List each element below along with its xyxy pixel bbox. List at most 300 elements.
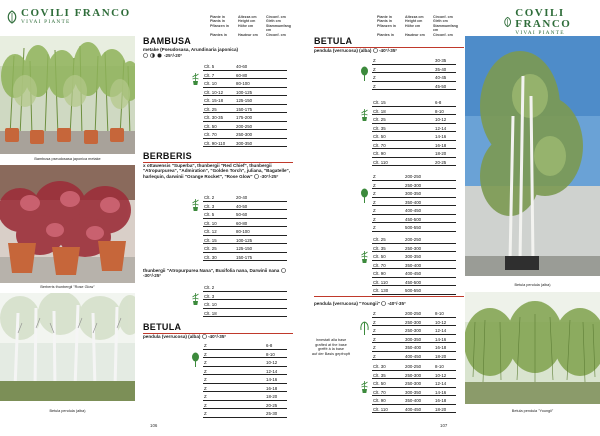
table-cell: Clt. 30 (203, 252, 235, 261)
table-cell: Clt. 50 (372, 379, 404, 388)
table-cell (434, 269, 456, 278)
table-cell (434, 180, 456, 189)
table-cell: Clt. 25 (372, 115, 404, 124)
table-cell (434, 189, 456, 198)
potted-plant-icon (360, 250, 369, 264)
table-cell (235, 366, 265, 375)
sun-icon (381, 301, 386, 306)
shade-icon (157, 53, 162, 58)
table-row (203, 383, 287, 392)
table-cell: Clt. 18 (372, 106, 404, 115)
table-row (203, 400, 287, 409)
table-cell (404, 115, 434, 124)
table-cell: 18-20 (434, 404, 456, 413)
table-cell: Z (372, 317, 404, 326)
table-berberis (203, 193, 287, 261)
table-cell (265, 308, 287, 317)
table-cell (265, 121, 287, 130)
table-cell: 12-14 (434, 123, 456, 132)
table-cell: Z (372, 81, 404, 90)
table-row (203, 392, 287, 401)
table-cell: 100-125 (235, 235, 265, 244)
table-cell: Z (372, 180, 404, 189)
brand-name: COVILI FRANCO (515, 7, 572, 30)
table-cell (434, 260, 456, 269)
table-row (372, 172, 456, 180)
table-cell: 20-25 (434, 157, 456, 166)
table-cell: 40-45 (434, 73, 456, 82)
legend-cell: Altezza cm (405, 15, 424, 19)
table-cell: 14-16 (434, 334, 456, 343)
table-cell: 300-350 (404, 252, 434, 261)
table-cell: Z (203, 383, 235, 392)
table-cell (404, 123, 434, 132)
table-row (372, 252, 456, 261)
table-cell: Z (372, 223, 404, 232)
table-cell: 350-400 (404, 260, 434, 269)
table-cell: 250-300 (404, 243, 434, 252)
table-cell: 8-10 (434, 309, 456, 317)
table-cell: 350-400 (404, 343, 434, 352)
table-cell (235, 375, 265, 384)
table-cell (265, 300, 287, 309)
table-row (203, 227, 287, 236)
hardiness-value: -30°/-25° (143, 273, 162, 279)
table-betula-right-b (372, 98, 456, 166)
table-cell: Z (372, 73, 404, 82)
tree-icon (360, 188, 369, 204)
table-cell: 125-150 (235, 96, 265, 105)
legend-cell: Pflanzen in (210, 23, 229, 28)
table-cell (265, 201, 287, 210)
table-cell: Clt. 25 (203, 244, 235, 253)
table-cell: 400-450 (404, 206, 434, 215)
table-cell: 200-250 (404, 362, 434, 370)
table-cell (235, 358, 265, 367)
table-cell (265, 113, 287, 122)
caption-betula-alba: Betula pendula (alba) (514, 283, 551, 287)
table-row (372, 309, 456, 317)
table-cell: 60-80 (235, 218, 265, 227)
table-cell: Clt. 2 (203, 283, 235, 291)
table-cell: 30-35 (434, 56, 456, 64)
table-cell: 80-100 (235, 79, 265, 88)
betula-photo-image (0, 293, 135, 401)
table-cell: 8-10 (265, 349, 287, 358)
table-cell (265, 291, 287, 300)
table-row (372, 73, 456, 82)
tree-icon (191, 352, 200, 368)
table-cell (434, 214, 456, 223)
table-cell: 8-10 (434, 106, 456, 115)
table-cell: 400-450 (404, 351, 434, 360)
table-cell: Z (372, 64, 404, 73)
table-cell (265, 244, 287, 253)
table-cell: 350-400 (404, 197, 434, 206)
table-cell: 8-10 (434, 362, 456, 370)
table-cell: Clt. 70 (372, 140, 404, 149)
table-cell: 250-300 (404, 326, 434, 335)
table-cell: Clt. 3 (203, 291, 235, 300)
hardiness-value: -40°/-35° (379, 48, 398, 53)
table-cell: 40-60 (235, 62, 265, 70)
legend-cell: Stammumfang cm (266, 23, 291, 33)
table-row (203, 79, 287, 88)
betula-subtitle: pendula (verrucosa) (alba) (314, 48, 372, 53)
table-cell (434, 172, 456, 180)
table-cell: 18-20 (434, 351, 456, 360)
sun-icon (373, 48, 378, 53)
table-cell (265, 193, 287, 201)
table-cell: 250-300 (404, 379, 434, 388)
table-betula-left (203, 341, 287, 418)
table-cell: Clt. 70 (372, 387, 404, 396)
table-cell: Clt. 110 (372, 277, 404, 286)
legend-cell: Circonf. cm (433, 32, 453, 37)
table-cell (235, 300, 265, 309)
table-cell: Z (372, 326, 404, 335)
table-cell (265, 252, 287, 261)
photo-berberis (0, 165, 135, 283)
table-row (372, 115, 456, 124)
table-cell (265, 96, 287, 105)
table-cell: 14-16 (434, 132, 456, 141)
table-row (372, 370, 456, 379)
table-cell: 400-450 (404, 404, 434, 413)
table-cell: Z (372, 309, 404, 317)
table-cell: 10-12 (434, 317, 456, 326)
legend-cell: Plantes in (377, 32, 394, 37)
table-cell (434, 277, 456, 286)
table-row (203, 244, 287, 253)
table-row (372, 351, 456, 360)
table-cell: 16-18 (434, 140, 456, 149)
table-cell (265, 227, 287, 236)
table-row (372, 123, 456, 132)
legend-cell: Hauteur cm (405, 32, 425, 37)
table-cell (434, 286, 456, 295)
table-cell (265, 104, 287, 113)
table-cell: Clt. 3 (203, 201, 235, 210)
divider-youngii (314, 296, 464, 297)
table-cell: Z (372, 206, 404, 215)
table-row (372, 206, 456, 215)
table-row (203, 193, 287, 201)
table-cell: Clt. 90 (372, 149, 404, 158)
sun-icon (281, 268, 286, 273)
page-number-left: 106 (150, 423, 158, 428)
table-cell: 125-150 (235, 244, 265, 253)
table-row (203, 201, 287, 210)
sun-icon (254, 174, 259, 179)
table-row (372, 98, 456, 106)
table-cell (235, 308, 265, 317)
hardiness-value: -25°/-20° (164, 53, 183, 58)
table-row (203, 138, 287, 147)
title-betula-right: BETULA (314, 36, 464, 48)
table-cell: Z (372, 214, 404, 223)
table-row (372, 269, 456, 278)
table-cell (434, 223, 456, 232)
table-cell: Clt. 90-110 (203, 138, 235, 147)
table-cell: 16-18 (434, 396, 456, 405)
berberis-dwarf-desc (143, 268, 296, 279)
table-cell: 300-350 (235, 138, 265, 147)
table-cell: Clt. 5 (203, 210, 235, 219)
table-row (203, 300, 287, 309)
table-berberis-dwarf (203, 283, 287, 317)
table-cell: Clt. 50 (372, 132, 404, 141)
table-row (203, 366, 287, 375)
youngii-subtitle: pendula (verrucosa) "Youngii" (314, 301, 381, 306)
berberis-varieties: x ottawensis "Superba", thunbergii "Red Chief", thunbergii "Atropurpurea", "Admiration", "Golden Torch", juliana, "Bagatelle", harlequin, darwinii "Orange Rocket", "Rose Glow" (143, 163, 290, 179)
table-row (372, 197, 456, 206)
table-row (372, 277, 456, 286)
table-cell: Clt. 18 (203, 308, 235, 317)
legend-cell: Girth cm (266, 19, 281, 24)
bambusa-hardiness-row (143, 53, 243, 58)
brand-tagline: VIVAI PIANTE (515, 30, 565, 36)
table-cell: 200-250 (404, 235, 434, 243)
title-bambusa: BAMBUSA (143, 36, 192, 46)
half-shade-icon (150, 53, 155, 58)
tree-icon (360, 66, 369, 82)
bamboo-photo-image (0, 36, 135, 154)
table-cell (265, 138, 287, 147)
caption-betula-youngii: Betula pendula "Youngii" (511, 409, 554, 413)
grafting-note: Innestati alla base grafted at the base greffé à la base auf der Basis gepfropft (311, 338, 351, 356)
betula-subtitle: pendula (verrucosa) (alba) (143, 334, 201, 339)
table-cell: 18-20 (265, 392, 287, 401)
table-cell (235, 349, 265, 358)
table-cell (404, 64, 434, 73)
table-row (372, 235, 456, 243)
bambusa-subtitle: metake (Pseudosasa, Arundinaria japonica) (143, 47, 239, 52)
table-cell (235, 409, 265, 418)
caption-betula-left: Betula pendula (alba) (49, 409, 86, 413)
legend-cell: Pflanzen in (377, 23, 396, 28)
hardiness-value: -40°/-35° (387, 301, 406, 306)
table-cell: Clt. 15 (372, 98, 404, 106)
table-cell: 12-14 (434, 326, 456, 335)
caption-bambusa: Bambusa pseudosasa japonica metake (34, 157, 101, 161)
hardiness-value: -40°/-35° (208, 334, 227, 339)
table-youngii-b (372, 362, 456, 413)
table-cell: 200-250 (404, 309, 434, 317)
table-cell: 6-8 (265, 341, 287, 349)
potted-plant-icon (191, 72, 200, 86)
table-cell: 150-175 (235, 104, 265, 113)
table-row (372, 180, 456, 189)
table-row (203, 87, 287, 96)
legend-cell: Höhe cm (405, 23, 421, 28)
table-cell: Clt. 35 (372, 123, 404, 132)
table-row (372, 56, 456, 64)
table-cell: 175-200 (235, 113, 265, 122)
table-row (203, 96, 287, 105)
table-cell: 50-60 (235, 210, 265, 219)
leaf-logo-icon (6, 10, 18, 24)
photo-betula-alba (465, 36, 600, 276)
table-cell: 100-125 (235, 87, 265, 96)
table-cell (404, 140, 434, 149)
table-row (372, 149, 456, 158)
table-cell: 250-300 (235, 130, 265, 139)
table-cell: Clt. 50 (203, 121, 235, 130)
legend-cell: Circonf. cm (266, 15, 286, 19)
table-cell: 20-25 (265, 400, 287, 409)
table-cell: 45-50 (434, 81, 456, 90)
table-cell (434, 235, 456, 243)
table-cell: 6-8 (434, 98, 456, 106)
photo-betula-youngii (465, 292, 600, 404)
table-row (203, 62, 287, 70)
table-cell (404, 73, 434, 82)
table-cell: 450-500 (404, 214, 434, 223)
table-cell: Clt. 10 (203, 218, 235, 227)
legend-cell: Girth cm (433, 19, 448, 24)
table-cell: 300-350 (404, 334, 434, 343)
brand-tagline: VIVAI PIANTE (21, 19, 71, 25)
table-cell: Z (203, 341, 235, 349)
table-cell: 350-400 (404, 396, 434, 405)
table-cell: Z (203, 400, 235, 409)
table-row (372, 404, 456, 413)
table-betula-right-c (372, 172, 456, 232)
brand-logo (6, 8, 131, 25)
table-cell: 200-250 (404, 172, 434, 180)
potted-plant-icon (191, 292, 200, 306)
legend-cell: Circonf. cm (433, 15, 453, 19)
table-cell: Clt. 12 (203, 227, 235, 236)
table-row (372, 396, 456, 405)
table-youngii-a (372, 309, 456, 360)
table-cell (404, 56, 434, 64)
table-row (372, 243, 456, 252)
table-cell: Clt. 35 (372, 370, 404, 379)
berberis-desc (143, 163, 296, 179)
table-row (372, 334, 456, 343)
table-cell: 12-14 (434, 379, 456, 388)
table-row (372, 140, 456, 149)
table-cell: 60-80 (235, 70, 265, 79)
table-cell: 500-550 (404, 223, 434, 232)
betula-left-desc (143, 334, 296, 339)
potted-plant-icon (360, 108, 369, 122)
table-cell (404, 149, 434, 158)
table-row (372, 64, 456, 73)
table-row (203, 375, 287, 384)
table-row (372, 286, 456, 295)
table-row (372, 379, 456, 388)
table-cell: Z (203, 366, 235, 375)
betula-right-desc (314, 48, 469, 53)
table-cell: Clt. 5 (203, 62, 235, 70)
table-row (203, 113, 287, 122)
table-cell: 10-12 (265, 358, 287, 367)
photo-betula-left (0, 293, 135, 401)
legend-cell: Hauteur cm (238, 32, 258, 37)
table-row (203, 210, 287, 219)
caption-berberis: Berberis thunbergii "Rose Glow" (40, 285, 95, 289)
table-cell: 300-350 (404, 189, 434, 198)
table-cell: Clt. 90 (372, 269, 404, 278)
table-cell (434, 252, 456, 261)
photo-bambusa (0, 36, 135, 154)
table-row (372, 189, 456, 198)
table-cell: 16-18 (434, 343, 456, 352)
table-cell (235, 400, 265, 409)
legend-cell: Circonf. cm (266, 32, 286, 37)
table-row (203, 341, 287, 349)
table-cell (235, 383, 265, 392)
table-row (203, 130, 287, 139)
berberis-dwarf-varieties: thunbergii "Atropurpurea Nana", Buxifolia nana, Darwinii nana (143, 268, 280, 273)
table-cell: 450-500 (404, 277, 434, 286)
table-cell (235, 392, 265, 401)
table-row (372, 362, 456, 370)
table-cell: Clt. 70 (203, 130, 235, 139)
legend-cell: Piante in (210, 15, 225, 19)
table-cell: Z (203, 375, 235, 384)
table-cell (265, 62, 287, 70)
table-cell: Z (372, 343, 404, 352)
table-row (203, 349, 287, 358)
table-row (372, 132, 456, 141)
weeping-tree-icon (360, 320, 369, 336)
table-bambusa (203, 62, 287, 147)
table-cell: Clt. 110 (372, 157, 404, 166)
table-cell (265, 130, 287, 139)
legend-cell: Piante in (377, 15, 392, 19)
table-cell: Clt. 10 (203, 300, 235, 309)
title-betula-left: BETULA (143, 322, 293, 334)
table-cell (404, 98, 434, 106)
sun-icon (202, 334, 207, 339)
table-cell (265, 79, 287, 88)
table-cell (235, 341, 265, 349)
table-cell (235, 283, 265, 291)
table-row (372, 343, 456, 352)
table-cell (434, 243, 456, 252)
table-cell: Z (372, 189, 404, 198)
legend-cell: Height cm (405, 19, 423, 24)
legend-cell: Höhe cm (238, 23, 254, 28)
table-cell: 25-30 (265, 409, 287, 418)
table-cell: Clt. 15 (203, 235, 235, 244)
table-cell: Z (203, 409, 235, 418)
table-cell (434, 206, 456, 215)
table-cell: 400-450 (404, 269, 434, 278)
table-cell: 14-16 (434, 387, 456, 396)
table-row (372, 317, 456, 326)
table-cell: 12-14 (265, 366, 287, 375)
table-cell: Clt. 10-12 (203, 87, 235, 96)
table-cell: Clt. 130 (372, 286, 404, 295)
table-row (203, 70, 287, 79)
table-cell: Z (372, 334, 404, 343)
potted-plant-icon (191, 198, 200, 212)
table-cell: Clt. 25 (372, 235, 404, 243)
legend-cell: Height cm (238, 19, 256, 24)
table-cell: Z (203, 358, 235, 367)
table-cell: Clt. 110 (372, 404, 404, 413)
legend-cell: Plants in (210, 19, 225, 24)
table-cell: 18-20 (434, 149, 456, 158)
potted-plant-icon (360, 380, 369, 394)
table-cell: Clt. 30-35 (203, 113, 235, 122)
table-row (203, 252, 287, 261)
